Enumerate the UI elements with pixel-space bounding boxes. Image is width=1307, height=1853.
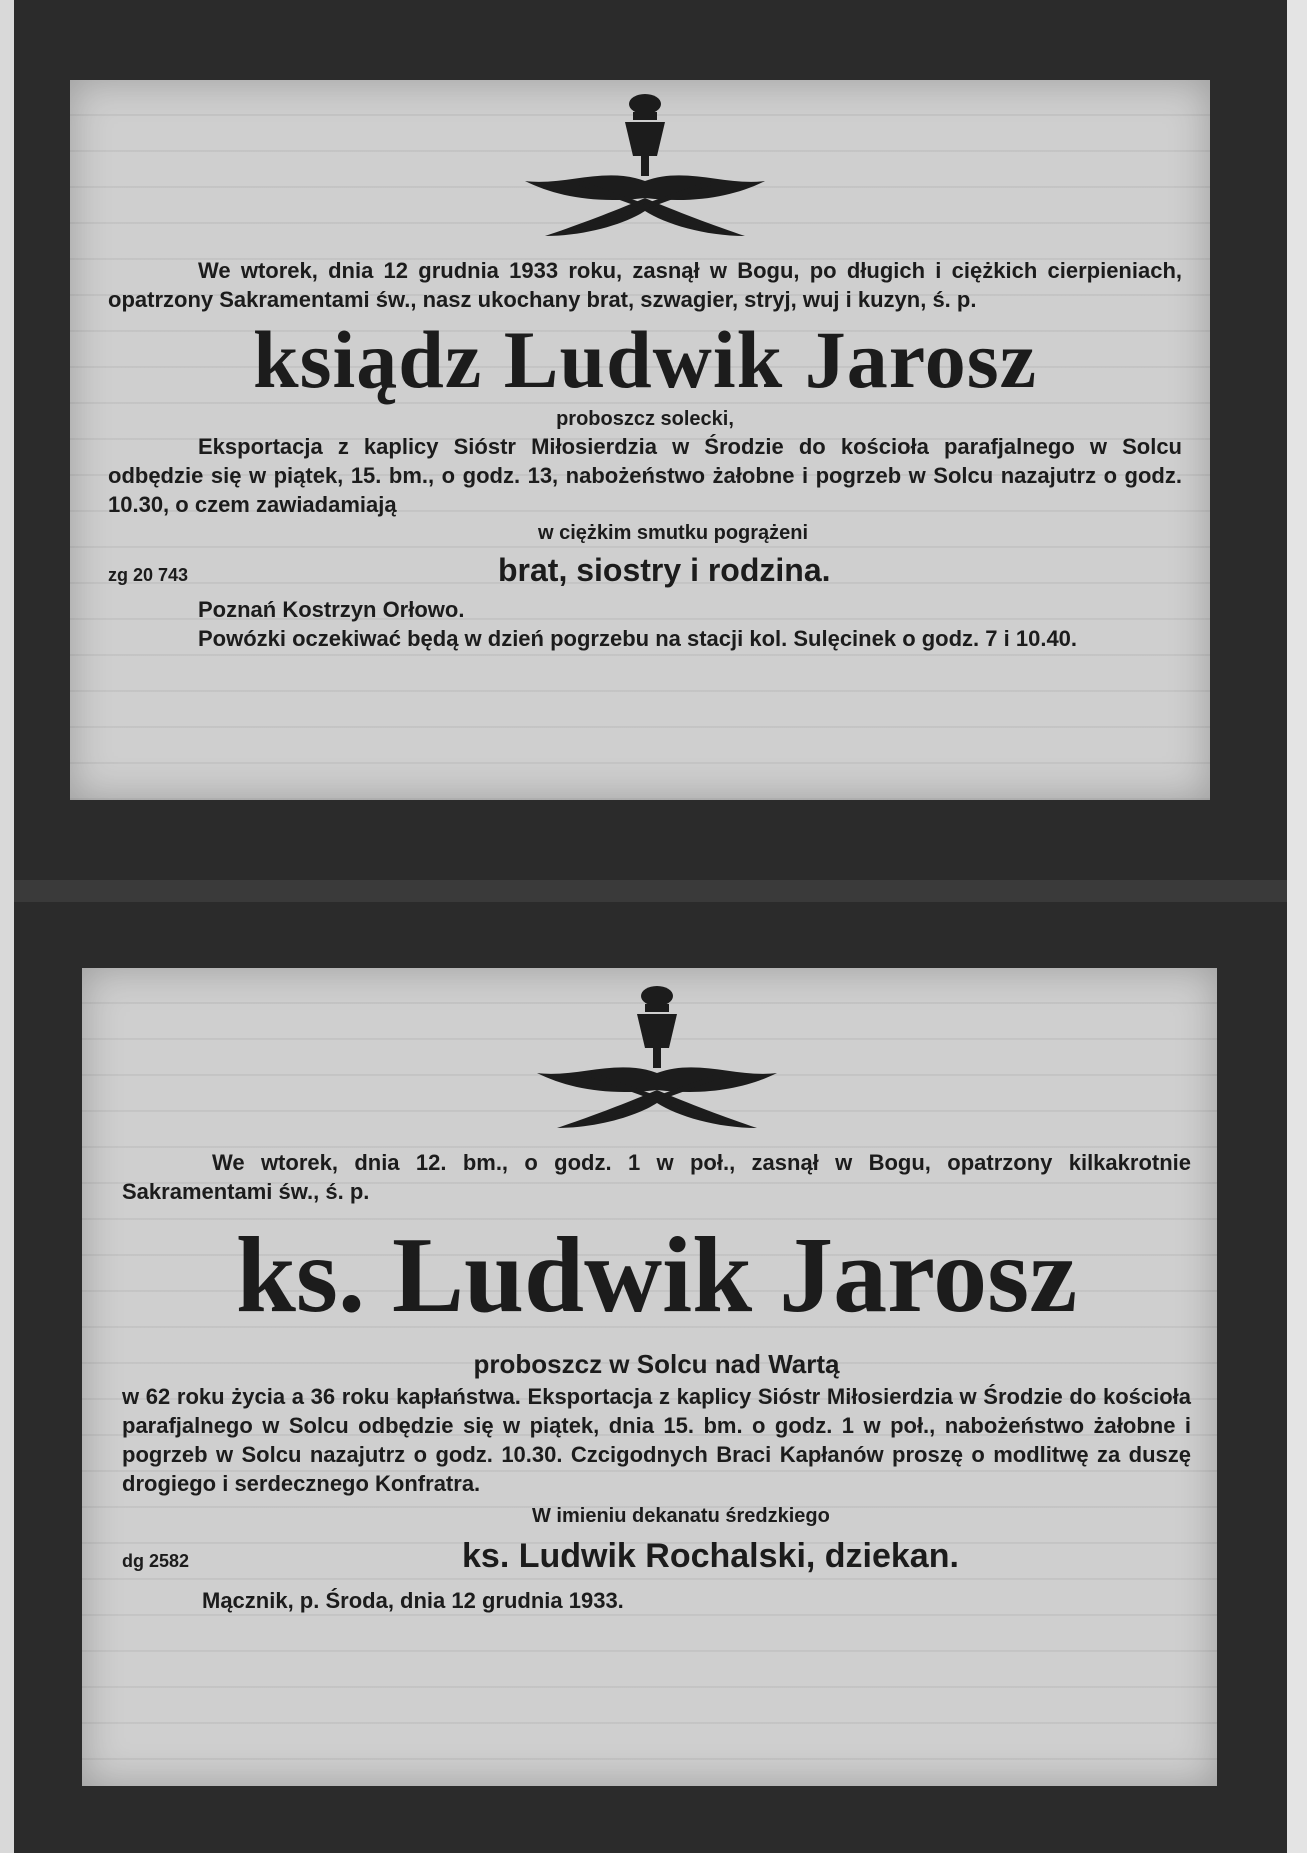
chalice-with-palm-branches-icon (495, 86, 795, 256)
deceased-title: proboszcz solecki, (556, 408, 734, 430)
mourning-line: w ciężkim smutku pogrążeni (538, 522, 809, 544)
deceased-name: ksiądz Ludwik Jarosz (252, 314, 1038, 405)
funeral-details: Eksportacja z kaplicy Sióstr Miłosierdzia w Środzie do kościoła parafjalnego w Solcu odbędzie się w piątek, 15. bm., o godz. 13, nabożeństwo żałobne i pogrzeb w Solcu nazajutrz o godz. 10.30, o czem zawiadamiają (108, 434, 1182, 517)
deanery-line: W imieniu dekanatu średzkiego (532, 1505, 830, 1527)
deceased-name: ks. Ludwik Jarosz (235, 1216, 1078, 1335)
scan-edge-left (0, 0, 14, 1853)
chalice-with-palm-branches-icon (507, 978, 807, 1148)
deceased-title: proboszcz w Solcu nad Wartą (473, 1349, 840, 1379)
notice-intro: We wtorek, dnia 12 grudnia 1933 roku, zasnął w Bogu, po długich i ciężkich cierpieniach, opatrzony Sakramentami św., nasz ukochany brat, szwagier, stryj, wuj i kuzyn, ś. p. (108, 258, 1182, 312)
signature: ks. Ludwik Rochalski, dziekan. (462, 1537, 959, 1575)
transport-note: Powózki oczekiwać będą w dzień pogrzebu na stacji kol. Sulęcinek o godz. 7 i 10.40. (198, 626, 1078, 651)
notice-intro: We wtorek, dnia 12. bm., o godz. 1 w poł., zasnął w Bogu, opatrzony kilkakrotnie Sakramentami św., ś. p. (122, 1150, 1191, 1204)
signature: brat, siostry i rodzina. (498, 552, 831, 588)
scan-edge-right (1287, 0, 1307, 1853)
notice-divider (14, 880, 1287, 902)
reference-number: dg 2582 (122, 1551, 190, 1571)
places: Poznań Kostrzyn Orłowo. (198, 597, 465, 622)
obituary-notice-1 (70, 80, 1210, 800)
place-and-date: Mącznik, p. Środa, dnia 12 grudnia 1933. (202, 1588, 624, 1613)
obituary-notice-2 (82, 968, 1217, 1786)
funeral-details: w 62 roku życia a 36 roku kapłaństwa. Eksportacja z kaplicy Sióstr Miłosierdzia w Środzie do kościoła parafjalnego w Solcu odbędzie się w piątek, dnia 15. bm. o godz. 1 w poł., nabożeństwo żałobne i pogrzeb w Solcu nazajutrz o godz. 10.30. Czcigodnych Braci Kapłanów proszę o modlitwę za duszę drogiego i serdecznego Konfratra. (122, 1384, 1191, 1496)
reference-number: zg 20 743 (108, 565, 189, 585)
